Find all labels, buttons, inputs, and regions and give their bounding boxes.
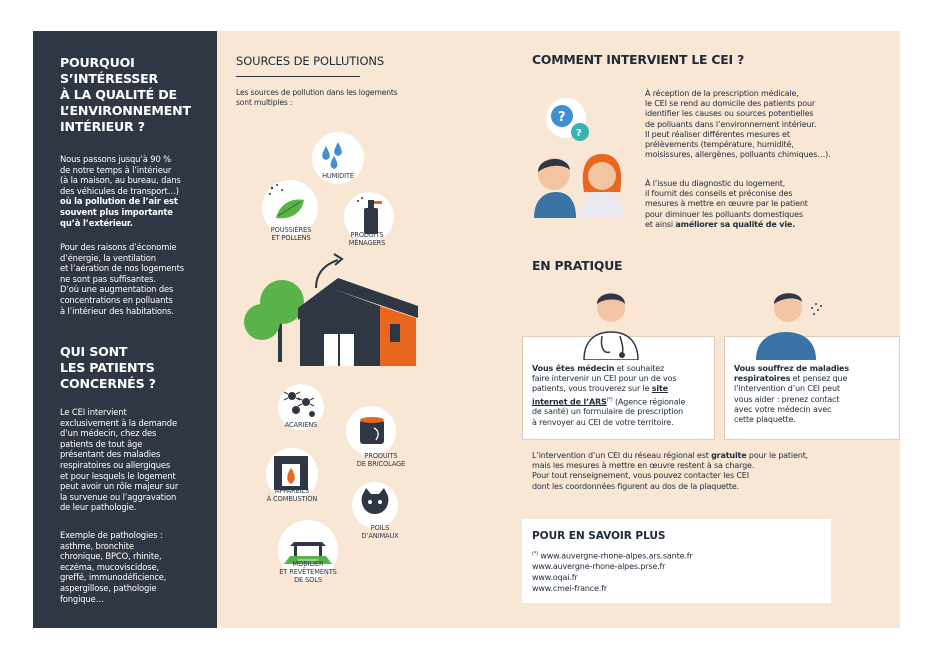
more-info-links: (*) www.auvergne-rhone-alpes.ars.sante.fr www.auvergne-rhone-alpes.prse.fr www.oqai.fr www.cmei-france.fr (532, 551, 693, 594)
ars-site-link-continued[interactable]: internet de l’ARS (532, 397, 607, 407)
diy-products-label: PRODUITS DE BRICOLAGE (356, 452, 406, 468)
cei-title: COMMENT INTERVIENT LE CEI ? (532, 52, 745, 67)
doctor-illustration (580, 284, 642, 360)
sidebar-panel (33, 31, 217, 628)
cat-icon (352, 482, 398, 528)
sources-title-underline (236, 76, 360, 77)
prse-link[interactable]: www.auvergne-rhone-alpes.prse.fr (532, 562, 666, 572)
patient-text: Vous souffrez de maladies respiratoires et pensez que l’intervention d’un CEI peut vous aider : prenez contact avec votre médecin avec cette plaquette. (734, 364, 849, 425)
why-paragraph-2: Pour des raisons d’économie d’énergie, la ventilation et l’aération de nos logements ne sont pas suffisantes. D’où une augmentation des concentrations en polluants à l’intérieur des habitations. (60, 242, 184, 316)
pet-hair-label: POILS D’ANIMAUX (361, 524, 399, 540)
ars-site-link[interactable]: site (651, 384, 668, 394)
pratique-title: EN PRATIQUE (532, 258, 623, 273)
ars-link[interactable]: www.auvergne-rhone-alpes.ars.sante.fr (540, 551, 693, 561)
cmei-link[interactable]: www.cmei-france.fr (532, 584, 608, 594)
pet-hair-bubble (352, 482, 398, 528)
quality-of-life-emphasis: améliorer sa qualité de vie. (675, 219, 796, 229)
why-heading: POURQUOI S’INTÉRESSER À LA QUALITÉ DE L’ENVIRONNEMENT INTÉRIEUR ? (60, 55, 191, 134)
humidity-label: HUMIDITÉ (322, 172, 354, 180)
cei-paragraph-1: À réception de la prescription médicale, le CEI se rend au domicile des patients pour identifier les causes ou sources potentielles de polluants dans l’environnement intérieur. Il peut réaliser différentes mesures et prélèvements (température, humidité, moisissures, allergènes, polluants chimiques…). (645, 89, 831, 160)
house-illustration (240, 264, 420, 376)
furniture-label: MOBILIER ET REVÊTEMENTS DE SOLS (279, 560, 337, 584)
sources-intro: Les sources de pollution dans les logements sont multiples : (236, 88, 398, 107)
who-paragraph-1: Le CEI intervient exclusivement à la demande d’un médecin, chez des patients de tout âge présentant des maladies respiratoires ou allergiques et pour lesquels le logement peut avoir un rôle majeur sur la survenue ou l’aggravation de leur pathologie. (60, 407, 179, 513)
combustion-label: APPAREILS À COMBUSTION (266, 487, 318, 503)
patient-coughing-illustration (754, 284, 834, 360)
sources-title: SOURCES DE POLLUTIONS (236, 54, 385, 68)
paint-can-icon (346, 406, 396, 456)
cleaning-products-label: PRODUITS MÉNAGERS (348, 231, 386, 247)
cei-paragraph-2: À l’issue du diagnostic du logement, il fournit des conseils et préconise des mesures à mettre en œuvre par le patient pour diminuer les polluants domestiques et ainsi améliorer sa qualité de vie. (645, 179, 808, 229)
more-info-title: POUR EN SAVOIR PLUS (532, 530, 666, 542)
svg-text:?: ? (558, 110, 566, 125)
free-intervention-text: L’intervention d’un CEI du réseau régional est gratuite pour le patient, mais les mesures à mettre en œuvre restent à sa charge. Pour tout renseignement, vous pouvez contacter les CEI dont les coordonnées figurent au dos de la plaquette. (532, 451, 809, 491)
diy-products-bubble (346, 406, 396, 456)
cei-people-illustration (528, 96, 638, 222)
oqai-link[interactable]: www.oqai.fr (532, 573, 578, 583)
why-paragraph-1: Nous passons jusqu’à 90 % de notre temps à l’intérieur (à la maison, au bureau, dans des véhicules de transport…) où la pollution de l’air est souvent plus importante qu’à l’extérieur. (60, 154, 181, 228)
mites-label: ACARIENS (284, 421, 318, 429)
who-paragraph-2: Exemple de pathologies : asthme, bronchite chronique, BPCO, rhinite, eczéma, mucoviscidose, greffé, immunodéficience, aspergillose, pathologie fongique… (60, 530, 167, 604)
doctor-text: Vous êtes médecin et souhaitez faire intervenir un CEI pour un de vos patients, vous trouverez sur le site internet de l’ARS(*) (Agence régionale de santé) un formulaire de prescription à renvoyer au CEI de votre territoire. (532, 364, 686, 427)
svg-text:?: ? (576, 128, 582, 139)
who-heading: QUI SONT LES PATIENTS CONCERNÉS ? (60, 344, 156, 391)
dust-label: POUSSIÈRES ET POLLENS (270, 226, 312, 242)
